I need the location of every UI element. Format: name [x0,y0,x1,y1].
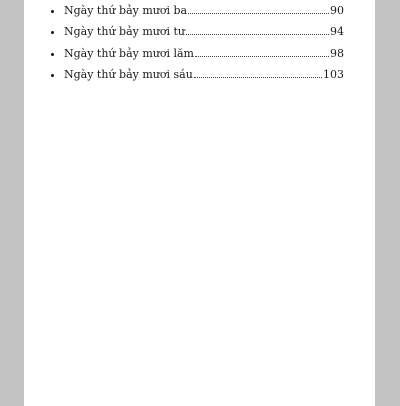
toc-entry-page: 90 [330,3,344,17]
bullet-icon [51,10,54,13]
bullet-icon [51,53,54,56]
toc-entry-page: 103 [323,68,344,81]
dot-leader [186,34,329,35]
dot-leader [195,56,329,57]
table-of-contents [64,0,344,80]
toc-entry[interactable] [64,16,344,38]
document-page [24,0,375,406]
toc-entry[interactable] [64,59,344,81]
dot-leader [194,77,322,78]
toc-entry-title: Ngày thứ bảy mươi lăm [64,46,194,60]
toc-entry[interactable] [64,37,344,59]
dot-leader [188,13,329,14]
toc-entry-page: 94 [330,25,344,38]
toc-entry[interactable] [64,0,344,16]
toc-entry-title: Ngày thứ bảy mươi tư [64,25,185,38]
bullet-icon [51,74,54,77]
toc-entry-page: 98 [330,46,344,60]
toc-entry-title: Ngày thứ bảy mươi sáu [64,68,193,81]
bullet-icon [51,31,54,34]
toc-entry-title: Ngày thứ bảy mươi ba [64,3,188,17]
